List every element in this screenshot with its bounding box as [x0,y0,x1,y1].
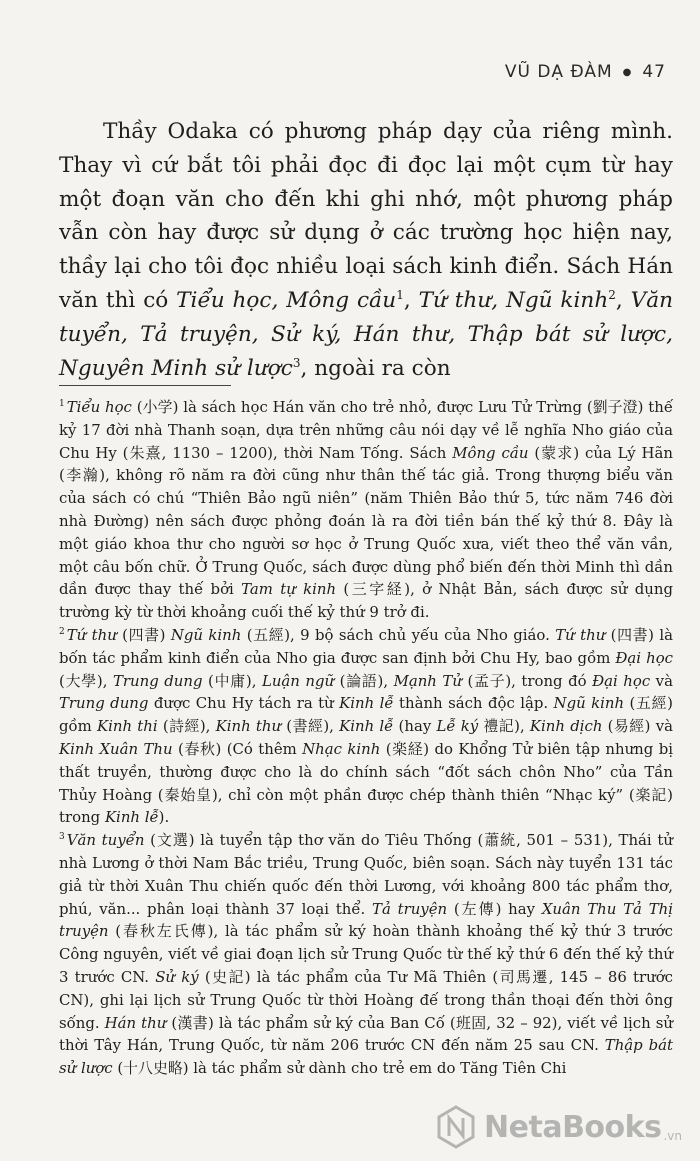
text-segment: (楽経) do Khổng Tử biên tập nhưng bị thất truyền, thường được cho là do chính sách “đốt sách chôn Nho” của Tần Thủy Hoàng (秦始皇), chỉ còn một phần được chép thành thiên “Nhạc ký” (楽記) trong [59,739,673,827]
text-segment: (五經), 9 bộ sách chủ yếu của Nho giáo. [241,625,556,644]
italic-text: Kinh lễ [339,717,394,736]
footnote-separator [59,385,231,386]
text-segment: , ngoài ra còn [300,355,451,381]
italic-text: Đại học [592,671,651,690]
footnote-ref: 1 [396,287,404,302]
text-segment: ). [158,808,170,827]
italic-text: Kinh lễ [104,808,159,827]
text-segment: (小学) là sách học Hán văn cho trẻ nhỏ, được Lưu Tử Trừng (劉子澄) thế kỷ 17 đời nhà Thanh soạn, dựa trên những câu nói dạy về lễ nghĩa Nho giáo của Chu Hy (朱熹, 1130 – 1200), thời Nam Tống. Sách [59,398,674,462]
text-segment: (左傳) hay [447,899,542,918]
footnote-number: 3 [59,832,65,843]
text-segment: (蒙求) của Lý Hãn (李瀚), không rõ năm ra đời cũng như thân thế tác giả. Trong thượng biểu văn của sách có chú “Thiên Bảo ngũ niên” (năm Thiên Bảo thứ 5, tức năm 746 đời nhà Đường) nên sách được phỏng đoán là ra đời tiền bán thế kỷ thứ 8. Đây là một giáo khoa thư cho người sơ học ở Trung Quốc xưa, viết theo thể văn vần, một câu bốn chữ. Ở Trung Quốc, sách được dùng phổ biến đến thời Minh thì dần dần được thay thế bởi [59,443,673,599]
text-segment: Thầy Odaka có phương pháp dạy của riêng mình. Thay vì cứ bắt tôi phải đọc đi đọc lại một cụm từ hay một đoạn văn cho đến khi ghi nhớ, một phương pháp vẫn còn hay được sử dụng ở các trường học hiện nay, thầy lại cho tôi đọc nhiều loại sách kinh điển. Sách Hán văn thì có [59,119,673,313]
italic-text: Tứ thư [555,625,606,644]
italic-text: Ngũ kinh [553,694,625,713]
italic-text: Đại học [615,648,673,667]
footnote-ref: 3 [292,355,301,370]
footnote-1 [59,396,673,624]
footnote-ref: 2 [608,287,616,302]
footnote-3 [59,829,673,1080]
italic-text: Tứ thư, Ngũ kinh [418,287,609,313]
italic-text: Thập bát sử lược [59,1036,673,1078]
text-segment: 禮記), [478,717,530,736]
italic-text: Trung dung [112,671,203,690]
text-segment: (史記) là tác phẩm của Tư Mã Thiên (司馬遷, 145 – 86 trước CN), ghi lại lịch sử Trung Quốc từ thời Hoàng đế trong thần thoại đến thời ông sống. [59,967,674,1032]
watermark-text: NetaBooks [484,1109,662,1145]
italic-text: Lễ ký [436,717,479,736]
italic-text: Ngũ kinh [170,625,242,644]
italic-text: Xuân Thu Tả Thị truyện [59,899,673,941]
text-segment: (書經), [281,717,340,736]
italic-text: Tả truyện [372,899,448,918]
book-title: VŨ DẠ ĐÀM [504,62,613,82]
italic-text: Mông cầu [452,443,529,462]
italic-text: Tiểu học [66,398,132,416]
hexagon-n-logo-icon [436,1105,476,1149]
text-segment: (中庸), [202,671,262,690]
footnote-number: 1 [59,399,65,410]
italic-text: Văn tuyển, Tả truyện, Sử ký, Hán thư, Thập bát sử lược, Nguyên Minh sử lược [59,287,673,381]
text-segment: (五經) gồm [59,694,673,736]
text-segment: (文選) là tuyển tập thơ văn do Tiêu Thống (蕭統, 501 – 531), Thái tử nhà Lương ở thời Nam Bắc triều, Trung Quốc, biên soạn. Sách này tuyển 131 tác giả từ thời Xuân Thu chiến quốc đến thời Lương, với khoảng 800 tác phẩm thơ, phú, văn... phân loại thành 37 loại thể. [59,831,673,918]
text-segment: (漢書) là tác phẩm sử ký của Ban Cố (班固, 32 – 92), viết về lịch sử thời Tây Hán, Trung Quốc, từ năm 206 trước CN đến năm 25 sau CN. [59,1013,673,1055]
text-segment: (三字経), ở Nhật Bản, sách được sử dụng trường kỳ từ thời khoảng cuối thế kỷ thứ 9 trở đi. [59,580,673,622]
italic-text: Kinh thư [215,717,282,736]
italic-text: Nhạc kinh [302,739,381,758]
text-segment: (四書) [116,625,171,644]
italic-text: Kinh lễ [339,694,394,713]
text-segment: , [615,287,631,313]
italic-text: Hán thư [104,1013,167,1032]
body-paragraph [59,115,673,385]
italic-text: Sử ký [155,967,199,986]
text-segment: (論語), [334,671,394,690]
text-segment: (春秋) (Có thêm [172,739,303,758]
text-segment: (易經) và [602,717,673,736]
footnotes [59,396,673,1080]
text-segment: (十八史略) là tác phẩm sử dành cho trẻ em do Tăng Tiên Chi [112,1059,567,1078]
italic-text: Tam tự kinh [241,580,337,599]
footnote-number: 2 [59,627,65,637]
text-segment: (詩經), [157,717,216,736]
text-segment: được Chu Hy tách ra từ [148,694,340,713]
italic-text: Kinh Xuân Thu [59,739,173,758]
text-segment: và [650,671,673,690]
footnote-2 [59,624,673,829]
watermark [436,1105,682,1149]
italic-text: Mạnh Tử [393,671,462,690]
running-header [505,62,666,82]
italic-text: Luận ngữ [261,671,335,690]
italic-text: Trung dung [59,694,149,713]
text-segment: (春秋左氏傳), là tác phẩm sử ký hoàn thành khoảng thế kỷ thứ 3 trước Công nguyên, viết về giai đoạn lịch sử Trung Quốc từ thế kỷ thứ 6 đến thế kỷ thứ 3 trước CN. [59,922,673,986]
italic-text: Tiểu học, Mông cầu [176,287,397,313]
italic-text: Kinh dịch [529,717,603,736]
text-segment: (大學), [59,671,113,690]
separator-bullet: ● [622,66,633,78]
page-number: 47 [642,62,666,82]
italic-text: Tứ thư [66,625,117,644]
text-segment: (四書) là bốn tác phẩm kinh điển của Nho gia được san định bởi Chu Hy, bao gồm [59,625,673,667]
italic-text: Kinh thi [96,717,158,736]
watermark-suffix: .vn [663,1129,682,1143]
text-segment: (孟子), trong đó [461,671,593,690]
italic-text: Văn tuyển [66,831,145,850]
text-segment: thành sách độc lập. [393,694,554,713]
text-segment: , [403,287,419,313]
text-segment: (hay [393,717,437,736]
